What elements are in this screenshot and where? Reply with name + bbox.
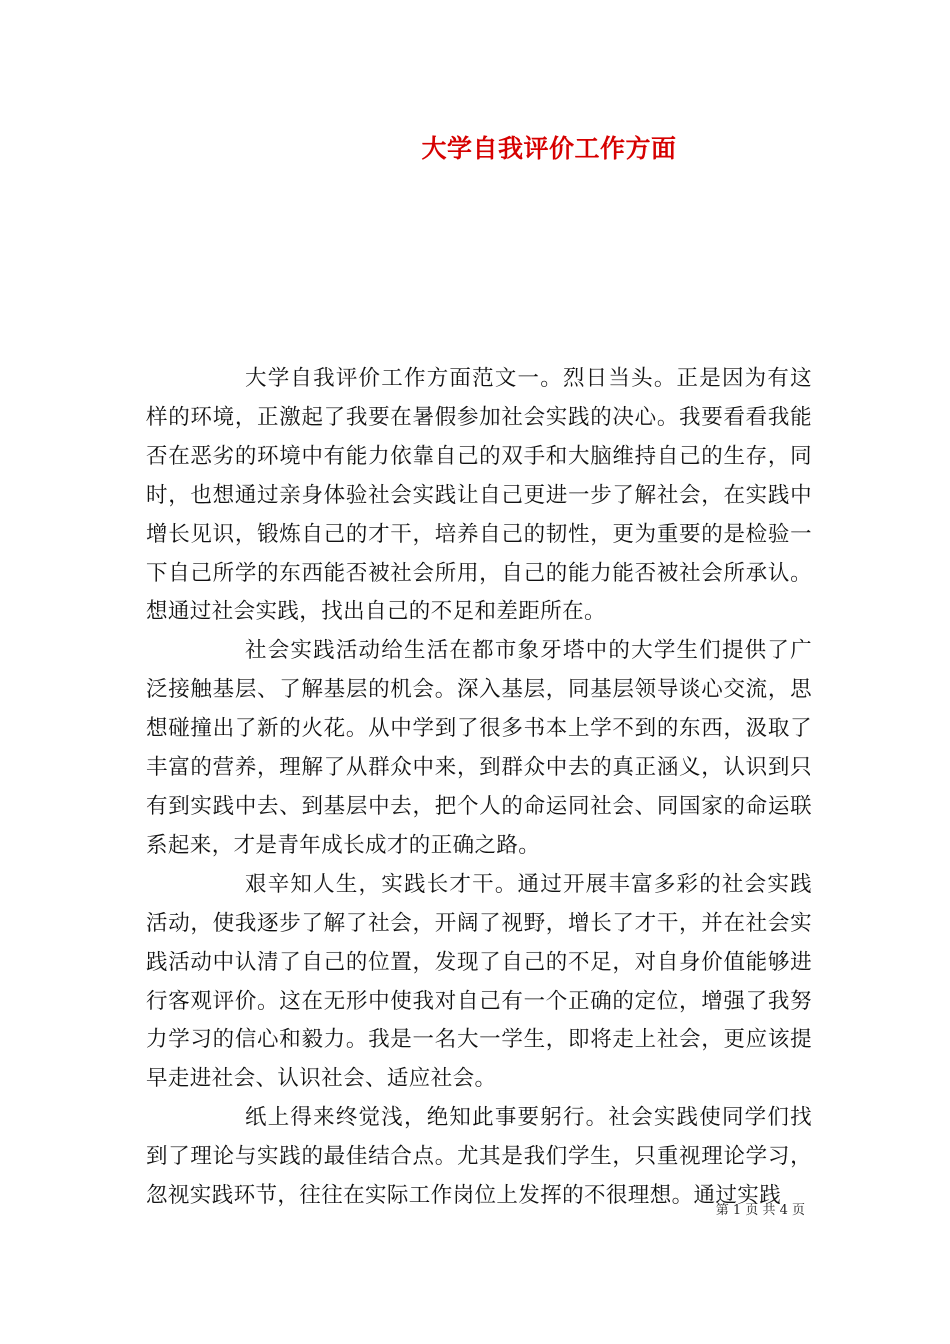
document-title: 大学自我评价工作方面 xyxy=(421,134,677,163)
paragraph-1: 大学自我评价工作方面范文一。烈日当头。正是因为有这样的环境，正激起了我要在暑假参加社会实践的决心。我要看看我能否在恶劣的环境中有能力依靠自己的双手和大脑维持自己的生存，同时，也想通过亲身体验社会实践让自己更进一步了解社会，在实践中增长见识，锻炼自己的才干，培养自己的韧性，更为重要的是检验一下自己所学的东西能否被社会所用，自己的能力能否被社会所承认。想通过社会实践，找出自己的不足和差距所在。 xyxy=(146,366,812,625)
paragraph-4: 纸上得来终觉浅，绝知此事要躬行。社会实践使同学们找到了理论与实践的最佳结合点。尤其是我们学生，只重视理论学习，忽视实践环节，往往在实际工作岗位上发挥的不很理想。通过实践 xyxy=(146,1105,812,1209)
paragraph-2: 社会实践活动给生活在都市象牙塔中的大学生们提供了广泛接触基层、了解基层的机会。深入基层，同基层领导谈心交流，思想碰撞出了新的火花。从中学到了很多书本上学不到的东西，汲取了丰富的营养，理解了从群众中来，到群众中去的真正涵义，认识到只有到实践中去、到基层中去，把个人的命运同社会、同国家的命运联系起来，才是青年成长成才的正确之路。 xyxy=(146,638,812,858)
paragraph-3: 艰辛知人生，实践长才干。通过开展丰富多彩的社会实践活动，使我逐步了解了社会，开阔了视野，增长了才干，并在社会实践活动中认清了自己的位置，发现了自己的不足，对自身价值能够进行客观评价。这在无形中使我对自己有一个正确的定位，增强了我努力学习的信心和毅力。我是一名大一学生，即将走上社会，更应该提早走进社会、认识社会、适应社会。 xyxy=(146,871,812,1092)
page-number-footer: 第 1 页 共 4 页 xyxy=(715,1203,805,1218)
document-body xyxy=(146,360,812,1216)
